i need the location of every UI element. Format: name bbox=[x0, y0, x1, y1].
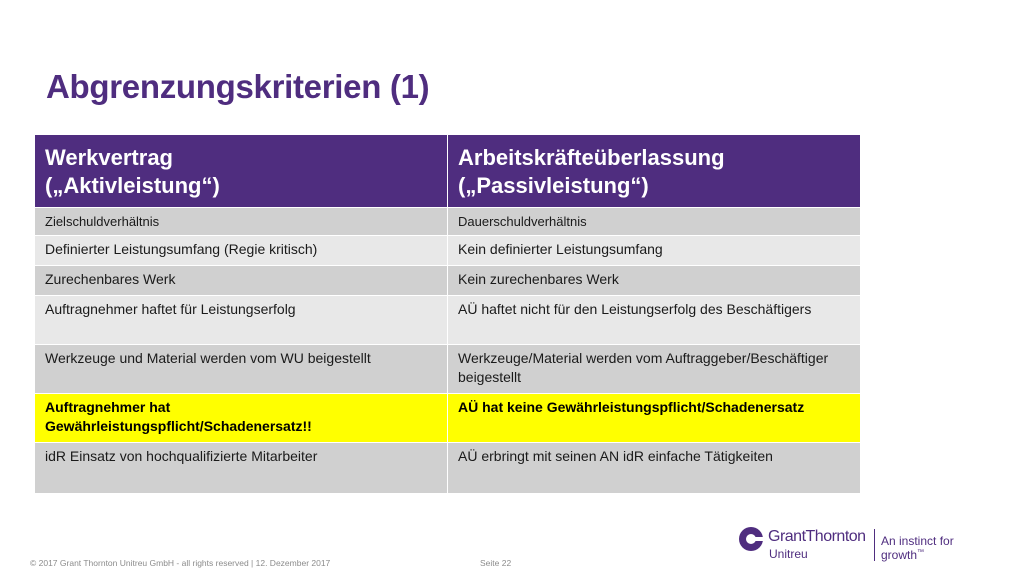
logo-tagline-text: An instinct for growth bbox=[881, 534, 954, 562]
cell-werkvertrag: Auftragnehmer hat Gewährleistungspflicht/Schadenersatz!! bbox=[35, 394, 448, 443]
cell-werkvertrag: Auftragnehmer haftet für Leistungserfolg bbox=[35, 296, 448, 345]
header-werkvertrag bbox=[35, 135, 448, 208]
grant-thornton-mark-icon bbox=[738, 526, 764, 552]
header-werkvertrag-line1: Werkvertrag bbox=[45, 145, 173, 170]
logo-name: GrantThornton bbox=[768, 528, 866, 545]
logo-trademark: ™ bbox=[917, 549, 925, 556]
table-row bbox=[35, 296, 861, 345]
cell-akue: AÜ hat keine Gewährleistungspflicht/Schadenersatz bbox=[448, 394, 861, 443]
table-row bbox=[35, 208, 861, 236]
cell-werkvertrag: Zurechenbares Werk bbox=[35, 266, 448, 296]
cell-werkvertrag: Definierter Leistungsumfang (Regie kritisch) bbox=[35, 236, 448, 266]
logo-tagline bbox=[881, 534, 988, 562]
cell-akue: AÜ erbringt mit seinen AN idR einfache Tätigkeiten bbox=[448, 443, 861, 494]
slide-title: Abgrenzungskriterien (1) bbox=[46, 68, 430, 105]
header-werkvertrag-line2: („Aktivleistung“) bbox=[45, 173, 220, 198]
header-akue-line1: Arbeitskräfteüberlassung bbox=[458, 145, 725, 170]
header-arbeitskraefteueberlassung bbox=[448, 135, 861, 208]
page-number: Seite 22 bbox=[480, 558, 512, 568]
grant-thornton-logo bbox=[738, 526, 988, 566]
footer-copyright: © 2017 Grant Thornton Unitreu GmbH - all rights reserved | 12. Dezember 2017 bbox=[30, 558, 331, 568]
logo-divider bbox=[874, 529, 875, 561]
criteria-table bbox=[34, 134, 861, 494]
cell-werkvertrag: Zielschuldverhältnis bbox=[35, 208, 448, 236]
cell-akue: AÜ haftet nicht für den Leistungserfolg des Beschäftigers bbox=[448, 296, 861, 345]
table-header-row bbox=[35, 135, 861, 208]
table-row bbox=[35, 345, 861, 394]
logo-sub: Unitreu bbox=[769, 547, 808, 561]
cell-werkvertrag: idR Einsatz von hochqualifizierte Mitarbeiter bbox=[35, 443, 448, 494]
cell-akue: Dauerschuldverhältnis bbox=[448, 208, 861, 236]
table-row-highlighted bbox=[35, 394, 861, 443]
header-akue-line2: („Passivleistung“) bbox=[458, 173, 649, 198]
table-row bbox=[35, 443, 861, 494]
table-row bbox=[35, 236, 861, 266]
cell-akue: Werkzeuge/Material werden vom Auftraggeber/Beschäftiger beigestellt bbox=[448, 345, 861, 394]
cell-akue: Kein definierter Leistungsumfang bbox=[448, 236, 861, 266]
cell-akue: Kein zurechenbares Werk bbox=[448, 266, 861, 296]
table-row bbox=[35, 266, 861, 296]
cell-werkvertrag: Werkzeuge und Material werden vom WU beigestellt bbox=[35, 345, 448, 394]
